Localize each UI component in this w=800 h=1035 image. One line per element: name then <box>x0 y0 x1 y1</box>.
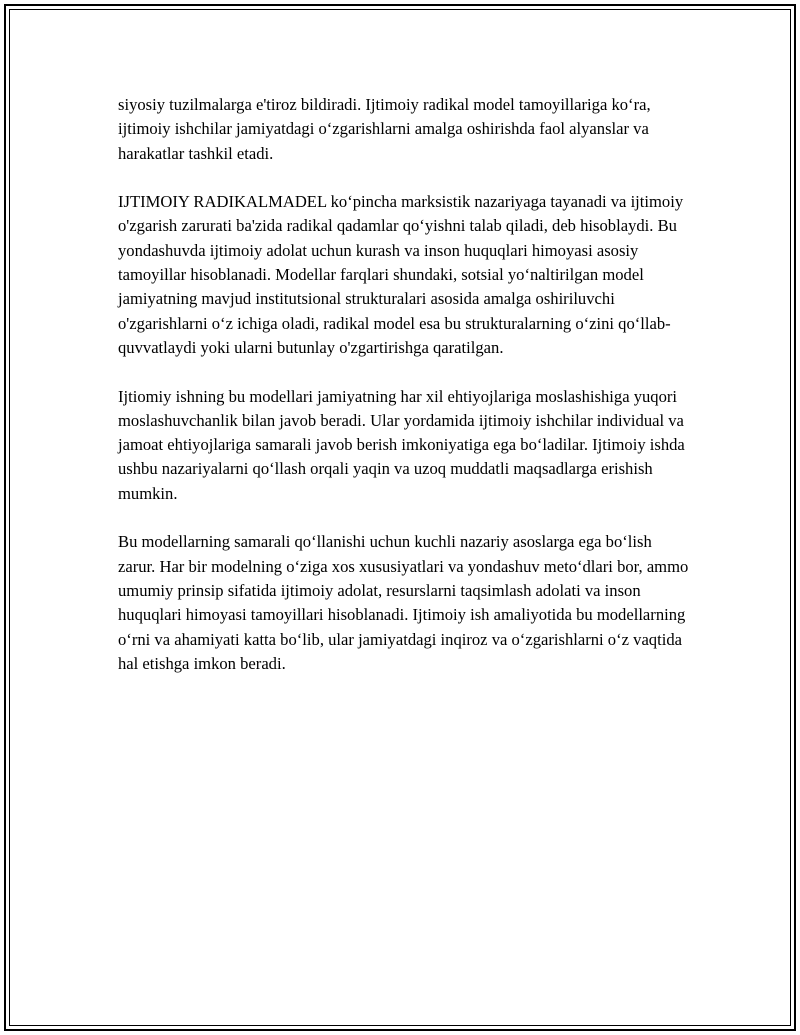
paragraph-1: siyosiy tuzilmalarga e'tiroz bildiradi. Ijtimoiy radikal model tamoyillariga ko‘ra, ijtimoiy ishchilar jamiyatdagi o‘zgarishlarni amalga oshirishda faol alyanslar va harakatlar tashkil etadi. <box>118 95 651 163</box>
paragraph-3: Ijtiomiy ishning bu modellari jamiyatning har xil ehtiyojlariga moslashishiga yuqori moslashuvchanlik bilan javob beradi. Ular yordamida ijtimoiy ishchilar individual va jamoat ehtiyojlariga samarali javob berish imkoniyatiga ega bo‘ladilar. Ijtimoiy ishda ushbu nazariyalarni qo‘llash orqali yaqin va uzoq muddatli maqsadlarga erishish mumkin. <box>118 386 685 503</box>
paragraph-2: IJTIMOIY RADIKALMADEL ko‘pincha marksistik nazariyaga tayanadi va ijtimoiy o'zgarish zarurati ba'zida radikal qadamlar qo‘yishni talab qiladi, deb hisoblaydi. Bu yondashuvda ijtimoiy adolat uchun kurash va inson huquqlari himoyasi asosiy tamoyillar hisoblanadi. Modellar farqlari shundaki, sotsial yo‘naltirilgan model jamiyatning mavjud institutsional strukturalari asosida amalga oshiriluvchi o'zgarishlarni o‘z ichiga oladi, radikal model esa bu strukturalarning o‘zini qo‘llab-quvvatlaydi yoki ularni butunlay o'zgartirishga qaratilgan. <box>118 192 684 357</box>
paragraph-4: Bu modellarning samarali qo‘llanishi uchun kuchli nazariy asoslarga ega bo‘lish zarur. Har bir modelning o‘ziga xos xususiyatlari va yondashuv meto‘dlari bor, ammo umumiy prinsip sifatida ijtimoiy adolat, resurslarni taqsimlash adolati va inson huquqlari himoyasi tamoyillari hisoblanadi. Ijtimoiy ish amaliyotida bu modellarning o‘rni va ahamiyati katta bo‘lib, ular jamiyatdagi inqiroz va o‘zgarishlarni o‘z vaqtida hal etishga imkon beradi. <box>118 532 689 673</box>
document-body <box>118 93 693 700</box>
